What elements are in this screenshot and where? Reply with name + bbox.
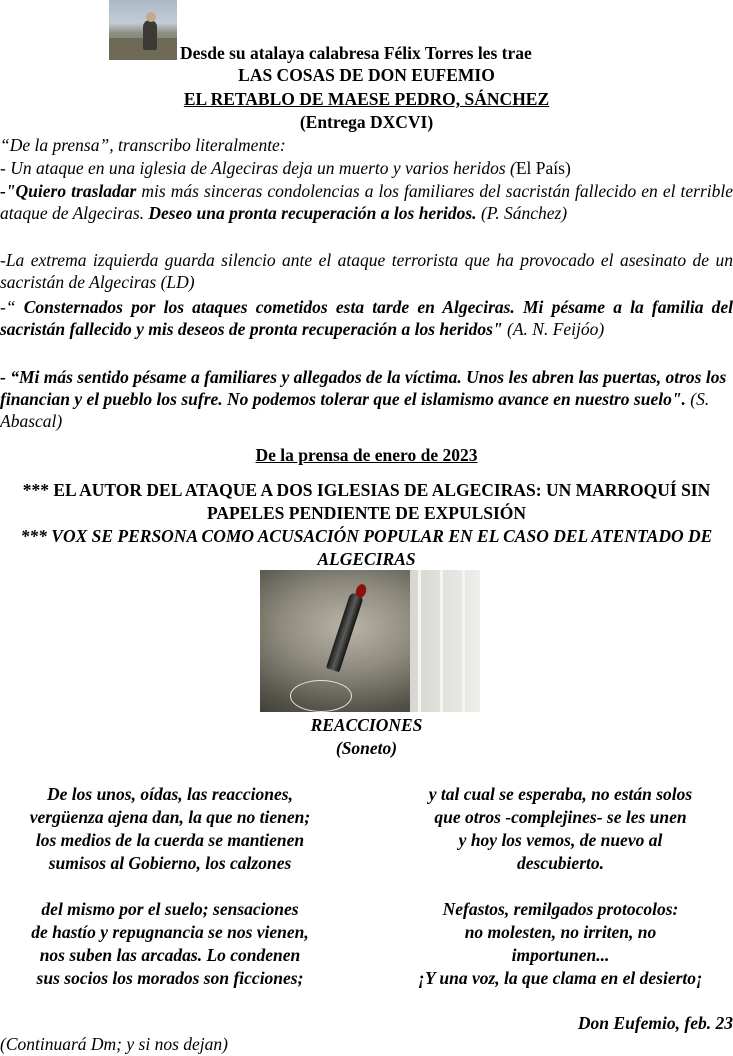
sonnet-line: sumisos al Gobierno, los calzones [48, 853, 292, 873]
press-item-5 [0, 366, 733, 432]
press-item-3: -La extrema izquierda guarda silencio ante el ataque terrorista que ha provocado el asesinato de un sacristán de Algeciras (LD) [0, 250, 733, 292]
article-header [0, 0, 733, 68]
header-intro: Desde su atalaya calabresa Félix Torres les trae [180, 43, 532, 63]
poem-title: REACCIONES [310, 715, 423, 735]
sonnet-line: De los unos, oídas, las reacciones, [47, 784, 293, 804]
knife-photo [260, 570, 480, 712]
author-photo [109, 0, 177, 60]
press-item-2-text: mis más sinceras condolencias a los familiares del sacristán fallecido en el terrible ataque de Algeciras. [0, 181, 733, 223]
press-lead: “De la prensa”, transcribo literalmente: [0, 135, 286, 155]
press-item-2-source: (P. Sánchez) [476, 203, 568, 223]
sonnet-line: Nefastos, remilgados protocolos: [442, 899, 679, 919]
press-item-2 [0, 180, 733, 224]
sonnet-line: y tal cual se esperaba, no están solos [428, 784, 693, 804]
series-title: LAS COSAS DE DON EUFEMIO [238, 65, 495, 85]
press-item-4 [0, 296, 733, 340]
headline-2-line-2: ALGECIRAS [317, 549, 416, 569]
to-be-continued: (Continuará Dm; y si nos dejan) [0, 1034, 228, 1054]
sonnet-left-column [0, 783, 340, 990]
article-title: EL RETABLO DE MAESE PEDRO, SÁNCHEZ [183, 89, 550, 109]
headline-2-line-1: *** VOX SE PERSONA COMO ACUSACIÓN POPULAR EN EL CASO DEL ATENTADO DE [20, 526, 713, 546]
press-item-4-dash: -“ [0, 297, 24, 317]
press-item-5-quote: - “Mi más sentido pésame a familiares y allegados de la víctima. Unos les abren las puertas, otros los financian y el pueblo los sufre. No podemos tolerar que el islamismo avance en nuestro suelo". [0, 367, 727, 409]
sonnet-line: de hastío y repugnancia se nos vienen, [31, 922, 309, 942]
press-item-2-wish: Deseo una pronta recuperación a los heridos. [148, 203, 477, 223]
sonnet-line: no molesten, no irriten, no [464, 922, 657, 942]
sonnet-line: nos suben las arcadas. Lo condenen [39, 945, 301, 965]
press-item-1-text: - Un ataque en una iglesia de Algeciras deja un muerto y varios heridos ( [0, 158, 516, 178]
sonnet-line: importunen... [511, 945, 610, 965]
press-item-2-quote-start: -"Quiero trasladar [0, 181, 137, 201]
signature: Don Eufemio, feb. 23 [577, 1013, 733, 1033]
press-item-1-source: El País) [515, 158, 571, 178]
sonnet-line: y hoy los vemos, de nuevo al [458, 830, 663, 850]
headline-1-line-2: PAPELES PENDIENTE DE EXPULSIÓN [206, 503, 527, 523]
entrega-number: (Entrega DXCVI) [299, 112, 434, 132]
sonnet-line: los medios de la cuerda se mantienen [35, 830, 305, 850]
sonnet-line: vergüenza ajena dan, la que no tienen; [29, 807, 311, 827]
press-item-5-source: (S. Abascal) [0, 389, 710, 431]
press-item-1 [0, 157, 733, 179]
headline-1-line-1: *** EL AUTOR DEL ATAQUE A DOS IGLESIAS DE ALGECIRAS: UN MARROQUÍ SIN [22, 480, 711, 500]
poem-subtitle: (Soneto) [335, 738, 398, 758]
january-press-heading: De la prensa de enero de 2023 [255, 445, 478, 465]
sonnet-line: sus socios los morados son ficciones; [36, 968, 304, 988]
press-item-4-source: (A. N. Feijóo) [502, 319, 605, 339]
sonnet-line: del mismo por el suelo; sensaciones [41, 899, 299, 919]
sonnet-line: descubierto. [516, 853, 604, 873]
sonnet-right-column [388, 783, 733, 990]
sonnet-line: que otros -complejines- se les unen [434, 807, 687, 827]
sonnet-line: ¡Y una voz, la que clama en el desierto¡ [418, 968, 703, 988]
press-item-4-quote: Consternados por los ataques cometidos esta tarde en Algeciras. Mi pésame a la familia del sacristán fallecido y mis deseos de pronta recuperación a los heridos" [0, 297, 733, 339]
